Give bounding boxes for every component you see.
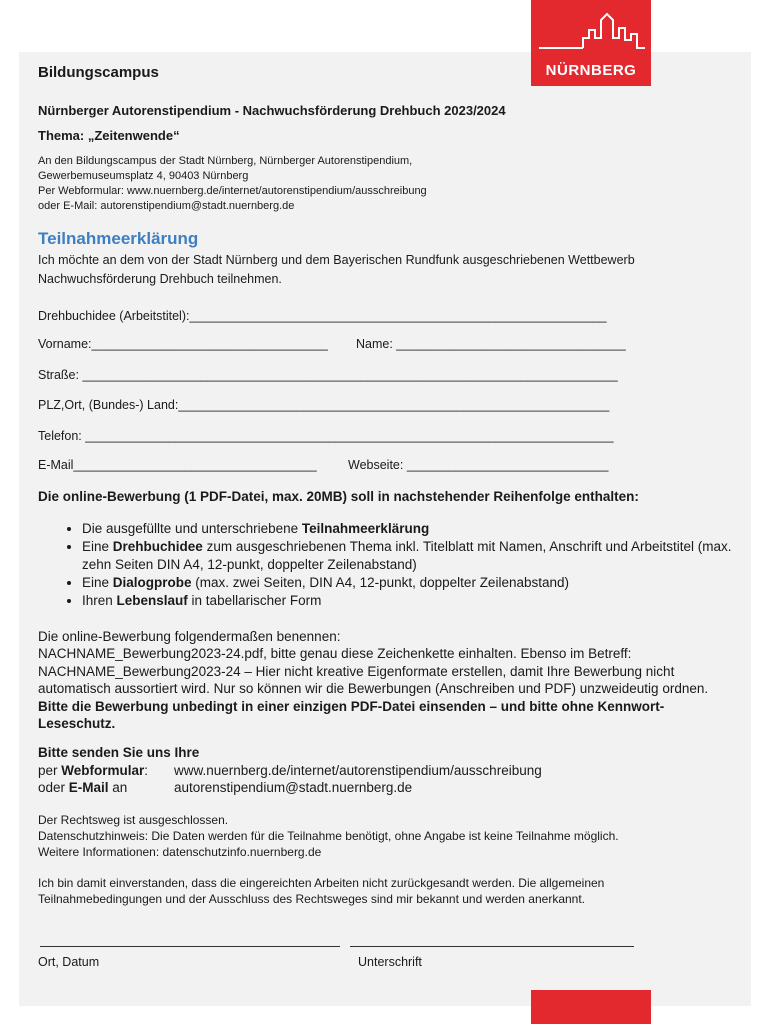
list-item: • Eine Drehbuchidee zum ausgeschriebenen Thema inkl. Titelblatt mit Namen, Anschrift und Arbeitstitel (max. zehn Seiten DIN A4, 12-punkt, doppelter Zeilenabstand) (82, 538, 742, 574)
campus-title: Bildungscampus (38, 64, 159, 81)
castle-skyline-icon (531, 0, 651, 60)
theme-line: Thema: „Zeitenwende“ (38, 128, 180, 143)
city-field[interactable]: PLZ,Ort, (Bundes-) Land:______________________________________________________________ (38, 398, 610, 412)
naming-paragraph: NACHNAME_Bewerbung2023-24.pdf, bitte genau diese Zeichenkette einhalten. Ebenso im Betreff: NACHNAME_Bewerbung2023-24 – Hier nicht kreative Eigenformate erstellen, damit Ihre Bewerbung nicht automatisch aussortiert wird. Nur so können wir die Bewerbungen (Anschreiben und PDF) unzweideutig ordnen. Bitte die Bewerbung unbedingt in einer einzigen PDF-Datei einsenden – und bitte ohne Kennwort-Leseschutz. (38, 646, 709, 731)
legal-line: Der Rechtsweg ist ausgeschlossen. (38, 813, 229, 827)
naming-intro: Die online-Bewerbung folgendermaßen benennen: (38, 629, 341, 644)
privacy-info-link: Weitere Informationen: datenschutzinfo.nuernberg.de (38, 845, 322, 859)
firstname-field[interactable]: Vorname:__________________________________ (38, 337, 328, 351)
place-date-line[interactable] (40, 946, 340, 947)
list-item: • Ihren Lebenslauf in tabellarischer Form (82, 592, 742, 610)
web-address: www.nuernberg.de/internet/autorenstipendium/ausschreibung (174, 763, 542, 778)
phone-field[interactable]: Telefon: ____________________________________________________________________________ (38, 429, 614, 443)
signature-line[interactable] (350, 946, 634, 947)
requirements-list (38, 520, 742, 610)
privacy-note: Datenschutzhinweis: Die Daten werden für die Teilnahme benötigt, ohne Angabe ist keine Teilnahme möglich. (38, 829, 619, 843)
send-web-line: per Webformular: (38, 763, 149, 778)
street-field[interactable]: Straße: _____________________________________________________________________________ (38, 368, 618, 382)
website-field[interactable]: Webseite: _____________________________ (348, 458, 609, 472)
address-line: oder E-Mail: autorenstipendium@stadt.nuernberg.de (38, 200, 295, 212)
nuernberg-logo (531, 0, 651, 86)
send-mail-line: oder E-Mail an (38, 780, 128, 795)
declaration-intro: Ich möchte an dem von der Stadt Nürnberg und dem Bayerischen Rundfunk ausgeschriebenen Wettbewerb Nachwuchsförderung Drehbuch teilnehmen. (38, 253, 635, 286)
place-date-label: Ort, Datum (38, 955, 100, 969)
consent-text: Ich bin damit einverstanden, dass die eingereichten Arbeiten nicht zurückgesandt werden. Die allgemeinen Teilnahmebedingungen und der Ausschluss des Rechtsweges sind mir bekannt und werden anerkannt. (38, 876, 605, 906)
address-line: An den Bildungscampus der Stadt Nürnberg, Nürnberger Autorenstipendium, (38, 155, 413, 167)
signature-label: Unterschrift (358, 955, 422, 969)
footer-accent-bar (531, 990, 651, 1024)
list-item: • Eine Dialogprobe (max. zwei Seiten, DIN A4, 12-punkt, doppelter Zeilenabstand) (82, 574, 742, 592)
logo-text: NÜRNBERG (545, 62, 637, 79)
lastname-field[interactable]: Name: _________________________________ (356, 337, 626, 351)
email-field[interactable]: E-Mail___________________________________ (38, 458, 317, 472)
idea-field[interactable]: Drehbuchidee (Arbeitstitel):____________________________________________________________ (38, 309, 607, 323)
send-heading: Bitte senden Sie uns Ihre (38, 745, 200, 760)
document-subtitle: Nürnberger Autorenstipendium - Nachwuchsförderung Drehbuch 2023/2024 (38, 103, 506, 118)
requirements-heading: Die online-Bewerbung (1 PDF-Datei, max. 20MB) soll in nachstehender Reihenfolge enthalten: (38, 489, 639, 504)
address-line: Gewerbemuseumsplatz 4, 90403 Nürnberg (38, 170, 249, 182)
address-line: Per Webformular: www.nuernberg.de/internet/autorenstipendium/ausschreibung (38, 185, 427, 197)
declaration-heading: Teilnahmeerklärung (38, 229, 199, 248)
mail-address: autorenstipendium@stadt.nuernberg.de (174, 780, 413, 795)
list-item: • Die ausgefüllte und unterschriebene Teilnahmeerklärung (82, 520, 742, 538)
